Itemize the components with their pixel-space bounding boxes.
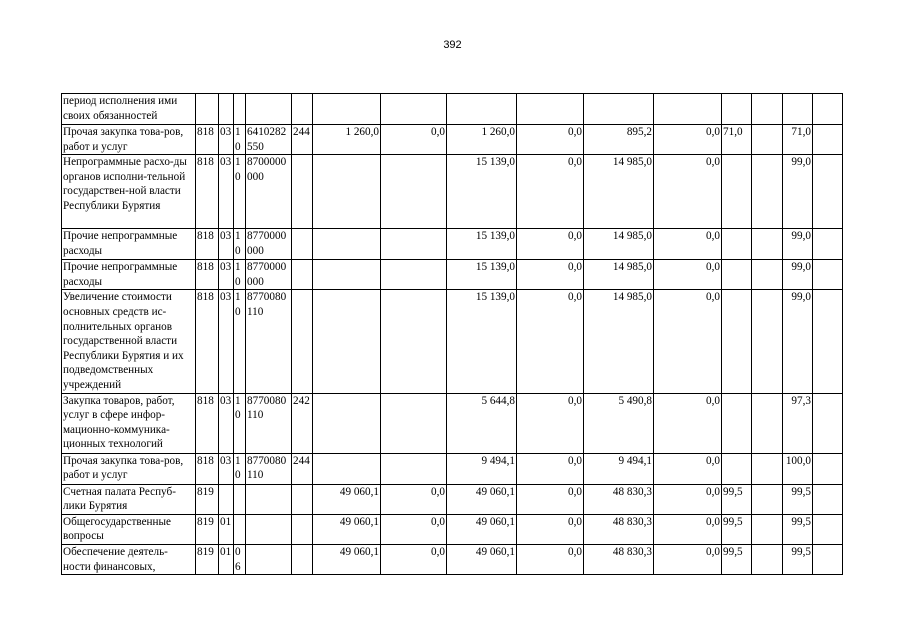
amount-budget: 5 644,8 [447,393,517,453]
table-row [62,453,843,484]
amount-budget-federal [517,94,584,125]
ved-code: 818 [196,290,219,393]
target-article-code: 8770080110 [246,290,292,393]
empty-cell [813,514,843,544]
amount-planned: 49 060,1 [313,484,381,514]
row-name: Закупка товаров, работ, услуг в сфере инфор-мационно-коммуника-ционных технологий [62,393,196,453]
empty-cell [813,453,843,484]
amount-planned-federal: 0,0 [381,125,447,155]
empty-cell [752,514,783,544]
empty-cell [813,393,843,453]
section-code: 03 [219,125,234,155]
percent-budget: 99,0 [783,155,813,229]
percent-budget: 99,5 [783,544,813,574]
table-row [62,484,843,514]
empty-cell [752,229,783,260]
target-article-code: 8700000000 [246,155,292,229]
expense-type-code [292,544,313,574]
empty-cell [752,544,783,574]
amount-budget: 49 060,1 [447,484,517,514]
budget-table [61,93,843,575]
amount-planned [313,453,381,484]
amount-budget-federal: 0,0 [517,290,584,393]
amount-executed-federal: 0,0 [654,514,722,544]
amount-budget-federal: 0,0 [517,393,584,453]
percent-plan [722,229,752,260]
amount-budget-federal: 0,0 [517,453,584,484]
amount-budget-federal: 0,0 [517,544,584,574]
row-name: Непрограммные расхо-ды органов исполни-тельной государствен-ной власти Республики Бурятия [62,155,196,229]
expense-type-code: 242 [292,393,313,453]
expense-type-code: 244 [292,453,313,484]
empty-cell [813,260,843,290]
ved-code: 818 [196,155,219,229]
subsection-code [234,514,246,544]
expense-type-code [292,155,313,229]
row-name: Прочие непрограммные расходы [62,229,196,260]
empty-cell [813,155,843,229]
ved-code: 818 [196,393,219,453]
expense-type-code: 244 [292,125,313,155]
amount-executed-federal: 0,0 [654,260,722,290]
empty-cell [752,94,783,125]
amount-executed: 48 830,3 [584,544,654,574]
percent-budget: 99,5 [783,514,813,544]
target-article-code [246,514,292,544]
ved-code: 818 [196,229,219,260]
percent-budget: 71,0 [783,125,813,155]
ved-code [196,94,219,125]
amount-executed: 14 985,0 [584,229,654,260]
subsection-code: 10 [234,260,246,290]
amount-budget-federal: 0,0 [517,229,584,260]
ved-code: 818 [196,453,219,484]
percent-budget: 99,5 [783,484,813,514]
subsection-code: 10 [234,393,246,453]
amount-planned-federal [381,260,447,290]
percent-plan [722,453,752,484]
empty-cell [813,544,843,574]
table-row [62,290,843,393]
percent-budget: 97,3 [783,393,813,453]
amount-planned-federal [381,290,447,393]
subsection-code: 10 [234,229,246,260]
percent-plan: 71,0 [722,125,752,155]
amount-executed-federal: 0,0 [654,393,722,453]
table-row [62,155,843,229]
amount-budget-federal: 0,0 [517,155,584,229]
amount-planned-federal [381,453,447,484]
empty-cell [752,453,783,484]
percent-plan: 99,5 [722,514,752,544]
section-code: 01 [219,514,234,544]
amount-executed-federal: 0,0 [654,229,722,260]
empty-cell [752,290,783,393]
amount-budget: 9 494,1 [447,453,517,484]
row-name: период исполнения ими своих обязанностей [62,94,196,125]
amount-budget-federal: 0,0 [517,514,584,544]
amount-executed: 9 494,1 [584,453,654,484]
ved-code: 819 [196,484,219,514]
expense-type-code [292,260,313,290]
ved-code: 818 [196,260,219,290]
section-code [219,94,234,125]
percent-plan [722,290,752,393]
amount-planned-federal: 0,0 [381,514,447,544]
ved-code: 819 [196,544,219,574]
amount-executed [584,94,654,125]
amount-executed-federal: 0,0 [654,290,722,393]
expense-type-code [292,94,313,125]
percent-budget: 99,0 [783,229,813,260]
amount-executed: 5 490,8 [584,393,654,453]
amount-executed: 14 985,0 [584,260,654,290]
empty-cell [813,484,843,514]
empty-cell [752,125,783,155]
table-row [62,125,843,155]
section-code: 03 [219,290,234,393]
row-name: Увеличение стоимости основных средств ис-полнительных органов государственной власти Республики Бурятия и их подведомственных учреждений [62,290,196,393]
amount-budget: 49 060,1 [447,514,517,544]
page-number: 392 [443,39,462,51]
amount-budget: 15 139,0 [447,229,517,260]
target-article-code: 8770000000 [246,229,292,260]
amount-planned-federal: 0,0 [381,544,447,574]
expense-type-code [292,229,313,260]
amount-executed: 14 985,0 [584,155,654,229]
table-row [62,544,843,574]
budget-table-body [62,94,843,575]
empty-cell [813,125,843,155]
amount-executed-federal: 0,0 [654,544,722,574]
target-article-code [246,544,292,574]
target-article-code [246,94,292,125]
subsection-code: 06 [234,544,246,574]
target-article-code: 6410282550 [246,125,292,155]
section-code: 03 [219,260,234,290]
subsection-code: 10 [234,453,246,484]
amount-planned [313,393,381,453]
amount-planned [313,155,381,229]
table-row [62,393,843,453]
amount-budget [447,94,517,125]
section-code: 01 [219,544,234,574]
percent-plan [722,155,752,229]
empty-cell [813,290,843,393]
percent-budget [783,94,813,125]
amount-budget: 15 139,0 [447,155,517,229]
amount-planned-federal [381,94,447,125]
amount-planned-federal: 0,0 [381,484,447,514]
ved-code: 818 [196,125,219,155]
amount-planned [313,260,381,290]
expense-type-code [292,484,313,514]
row-name: Обеспечение деятель-ности финансовых, [62,544,196,574]
ved-code: 819 [196,514,219,544]
amount-planned-federal [381,155,447,229]
amount-executed-federal: 0,0 [654,125,722,155]
empty-cell [752,393,783,453]
section-code: 03 [219,155,234,229]
target-article-code: 8770080110 [246,393,292,453]
section-code [219,484,234,514]
section-code: 03 [219,453,234,484]
row-name: Прочая закупка това-ров, работ и услуг [62,453,196,484]
table-row [62,514,843,544]
percent-budget: 99,0 [783,290,813,393]
subsection-code: 10 [234,125,246,155]
amount-budget: 15 139,0 [447,290,517,393]
amount-executed-federal [654,94,722,125]
target-article-code [246,484,292,514]
target-article-code: 8770080110 [246,453,292,484]
amount-executed: 895,2 [584,125,654,155]
amount-planned [313,94,381,125]
amount-budget: 1 260,0 [447,125,517,155]
amount-executed-federal: 0,0 [654,453,722,484]
table-row [62,94,843,125]
amount-budget: 49 060,1 [447,544,517,574]
row-name: Общегосударственные вопросы [62,514,196,544]
empty-cell [813,229,843,260]
percent-plan [722,94,752,125]
row-name: Прочие непрограммные расходы [62,260,196,290]
amount-budget-federal: 0,0 [517,260,584,290]
table-row [62,229,843,260]
percent-budget: 99,0 [783,260,813,290]
amount-executed: 48 830,3 [584,514,654,544]
row-name: Счетная палата Респуб-лики Бурятия [62,484,196,514]
empty-cell [752,260,783,290]
percent-budget: 100,0 [783,453,813,484]
section-code: 03 [219,229,234,260]
empty-cell [813,94,843,125]
percent-plan: 99,5 [722,484,752,514]
amount-budget-federal: 0,0 [517,125,584,155]
amount-executed-federal: 0,0 [654,484,722,514]
table-row [62,260,843,290]
percent-plan: 99,5 [722,544,752,574]
expense-type-code [292,514,313,544]
amount-planned [313,229,381,260]
empty-cell [752,155,783,229]
subsection-code: 10 [234,155,246,229]
subsection-code [234,484,246,514]
expense-type-code [292,290,313,393]
amount-executed-federal: 0,0 [654,155,722,229]
empty-cell [752,484,783,514]
amount-planned-federal [381,229,447,260]
amount-planned-federal [381,393,447,453]
percent-plan [722,393,752,453]
section-code: 03 [219,393,234,453]
percent-plan [722,260,752,290]
amount-executed: 48 830,3 [584,484,654,514]
amount-planned: 49 060,1 [313,514,381,544]
amount-budget: 15 139,0 [447,260,517,290]
amount-budget-federal: 0,0 [517,484,584,514]
amount-executed: 14 985,0 [584,290,654,393]
amount-planned: 49 060,1 [313,544,381,574]
subsection-code: 10 [234,290,246,393]
row-name: Прочая закупка това-ров, работ и услуг [62,125,196,155]
target-article-code: 8770000000 [246,260,292,290]
amount-planned [313,290,381,393]
subsection-code [234,94,246,125]
amount-planned: 1 260,0 [313,125,381,155]
